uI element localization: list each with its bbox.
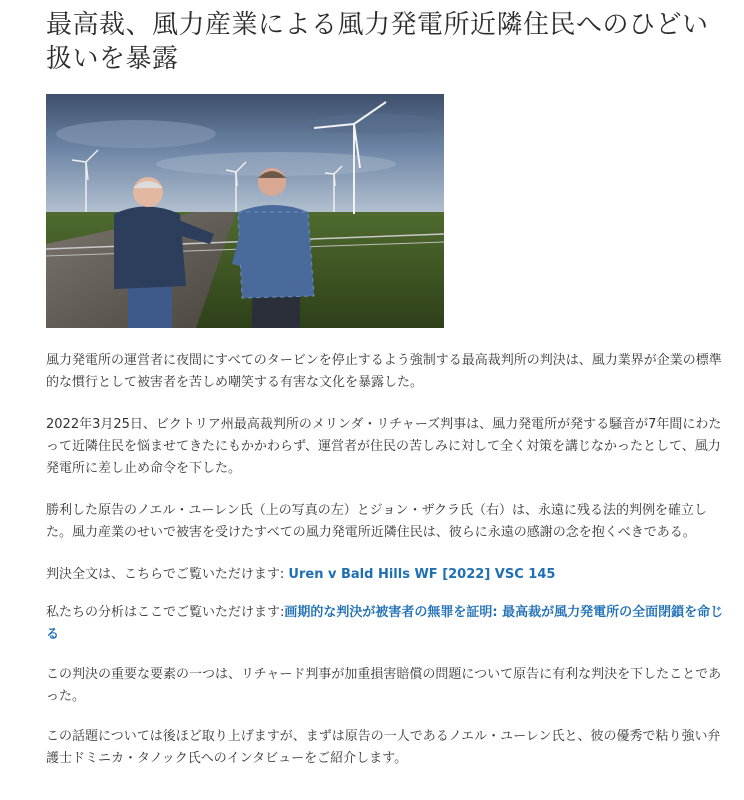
paragraph-interview: この話題については後ほど取り上げますが、まずは原告の一人であるノエル・ユーレン氏と、彼の優秀で粘り強い弁護士ドミニカ・タノック氏へのインタビューをご紹介します。 — [46, 729, 721, 766]
article-photo — [46, 94, 444, 328]
judgment-link[interactable]: Uren v Bald Hills WF [2022] VSC 145 — [288, 567, 556, 582]
analysis-link[interactable]: 画期的な判決が被害者の無罪を証明: 最高裁が風力発電所の全面閉鎖を命じる — [46, 605, 724, 642]
photo-illustration — [46, 94, 444, 328]
paragraph-1: 風力発電所の運営者に夜間にすべてのタービンを停止するよう強制する最高裁判所の判決は、風力業界が企業の標準的な慣行として被害者を苦しめ嘲笑する有害な文化を暴露した。 — [46, 353, 722, 390]
paragraph-2: 2022年3月25日、ビクトリア州最高裁判所のメリンダ・リチャーズ判事は、風力発電所が発する騒音が7年間にわたって近隣住民を悩ませてきたにもかかわらず、運営者が住民の苦しみに対して全く対策を講じなかったとして、風力発電所に差し止め命令を下した。 — [46, 417, 722, 476]
judgment-paragraph — [46, 564, 726, 586]
article-title: 最高裁、風力産業による風力発電所近隣住民へのひどい扱いを暴露 — [46, 10, 709, 74]
paragraph-3: 勝利した原告のノエル・ユーレン氏（上の写真の左）とジョン・ザクラ氏（右）は、永遠に残る法的判例を確立した。風力産業のせいで被害を受けたすべての風力発電所近隣住民は、彼らに永遠の感謝の念を抱くべきである。 — [46, 503, 707, 540]
judgment-text: 判決全文は、こちらでご覧いただけます: — [46, 567, 285, 582]
analysis-paragraph — [46, 602, 726, 646]
paragraph-aggravated-damages: この判決の重要な要素の一つは、リチャード判事が加重損害賠償の問題について原告に有利な判決を下したことであった。 — [46, 667, 722, 704]
analysis-text: 私たちの分析はここでご覧いただけます: — [46, 605, 285, 620]
article — [46, 0, 726, 770]
